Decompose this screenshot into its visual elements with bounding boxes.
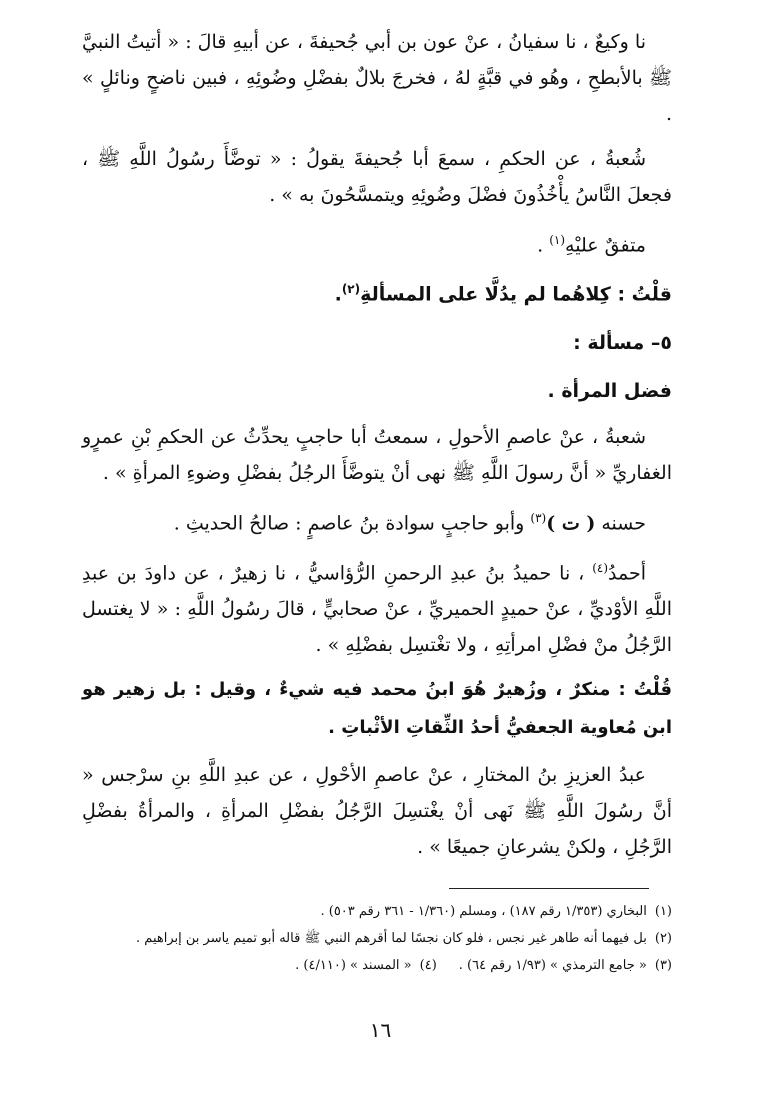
ahmad-text: ، نا حميدُ بنُ عبدِ الرحمنِ الرُّؤاسيُّ ، نا زهيرٌ ، عن داودَ بن عبدِ اللَّهِ الأوْديِّ ، عنْ حميدٍ الحميريِّ ، عنْ صحابيٍّ ، قالَ رسُولُ اللَّهِ : « لا يغتسل الرَّجُلُ منْ فضْلِ امرأتِهِ ، ولا تغْتسِل بفضْلِهِ » . [82, 562, 672, 657]
paragraph-abu-juhayfa-2: شُعبةُ ، عن الحكمِ ، سمعَ أبا جُحيفةَ يقولُ : « توضَّأَ رسُولُ اللَّهِ ﷺ ، فجعلَ النَّاسُ يأْخُذُونَ فضْلَ وضُوئِهِ ويتمسَّحُونَ به » . [82, 148, 672, 206]
footnotes-block [82, 898, 672, 979]
footnote-1 [82, 898, 672, 925]
paragraph-ahmad [82, 550, 672, 663]
footnote-divider [449, 888, 649, 889]
footnote-3-text: « جامع الترمذي » (١/٩٣ رقم ٦٤) . [458, 958, 647, 973]
footnote-2 [82, 925, 672, 952]
footnote-ref-1[interactable]: (١) [549, 233, 566, 247]
qultu-statement-2: قُلْتُ : منكرٌ ، وزُهيرٌ هُوَ ابنُ محمد فيه شيءٌ ، وقيل : بل زهير هو ابن مُعاوية الجعفيُّ أحدُ الثِّقاتِ الأثْباتِ . [82, 679, 672, 739]
section-subheading: فضل المرأة . [547, 379, 672, 402]
footnote-3-4 [82, 952, 672, 979]
footnote-4-number: (٤) [419, 958, 437, 973]
footnote-3-number: (٣) [654, 958, 672, 973]
section-heading: ٥– مسألة : [573, 331, 672, 354]
qultu-1-text: قلْتُ : كِلاهُما لم يدُلَّا على المسألةِ [360, 283, 672, 306]
footnote-1-number: (١) [654, 904, 672, 919]
tirmidhi-symbol: ( ت ) [546, 511, 596, 534]
footnote-4-text: « المسند » (٤/١١٠) . [295, 958, 412, 973]
page-number: ١٦ [369, 1018, 392, 1042]
footnote-ref-2[interactable]: (٢) [341, 282, 361, 297]
footnote-1-text: البخاري (١/٣٥٣ رقم ١٨٧) ، ومسلم (١/٣٦٠ - ٣٦١ رقم ٥٠٣) . [320, 904, 647, 919]
paragraph-hassanahu [82, 500, 672, 541]
muttafaq-tail: . [537, 234, 550, 257]
hassanahu-after: وأبو حاجبٍ سوادة بنُ عاصمٍ : صالحُ الحديثِ . [173, 511, 531, 534]
paragraph-muttafaq [82, 222, 672, 263]
paragraph-abu-juhayfa-1: نا وكيعٌ ، نا سفيانُ ، عنْ عون بن أبي جُحيفةَ ، عن أبيهِ قالَ : « أتيتُ النبيَّ ﷺ بالأبطحِ ، وهُو في قبَّةٍ لهُ ، فخرجَ بلالٌ بفضْلِ وضُوئِهِ ، فبين ناضحٍ ونائلٍ » . [82, 31, 672, 125]
qultu-1-tail: . [334, 283, 342, 306]
muttafaq-text: متفقٌ عليْهِ [565, 234, 646, 257]
qultu-statement-1 [82, 269, 672, 314]
paragraph-abdulaziz: عبدُ العزيزِ بنُ المختارِ ، عنْ عاصمِ الأحْولِ ، عن عبدِ اللَّهِ بنِ سرْجس « أنَّ رسُولَ اللَّهِ ﷺ نَهى أنْ يغْتسِلَ الرَّجُلُ بفضْلِ المرأةِ ، والمرأةُ بفضْلِ الرَّجُلِ ، ولكنْ يشرعانِ جميعًا » . [82, 764, 672, 859]
footnote-ref-4[interactable]: (٤) [592, 560, 609, 575]
ahmad-lead: أحمدُ [608, 562, 646, 585]
footnote-2-number: (٢) [654, 931, 672, 946]
footnote-ref-3[interactable]: (٣) [530, 510, 547, 525]
hassanahu-before: حسنه [601, 511, 646, 534]
paragraph-shuba: شعبةُ ، عنْ عاصمِ الأحولِ ، سمعتُ أبا حاجبٍ يحدِّثُ عن الحكمِ بْنِ عمرٍو الغفاريِّ « أنَّ رسولَ اللَّهِ ﷺ نهى أنْ يتوضَّأَ الرجُلُ بفضْلِ وضوءِ المرأةِ » . [82, 425, 672, 484]
main-text [82, 24, 672, 865]
footnote-2-text: بل فيهما أنه طاهر غير نجس ، فلو كان نجسًا لما أقرهم النبي ﷺ قاله أبو تميم ياسر بن إبراهيم . [136, 931, 647, 946]
